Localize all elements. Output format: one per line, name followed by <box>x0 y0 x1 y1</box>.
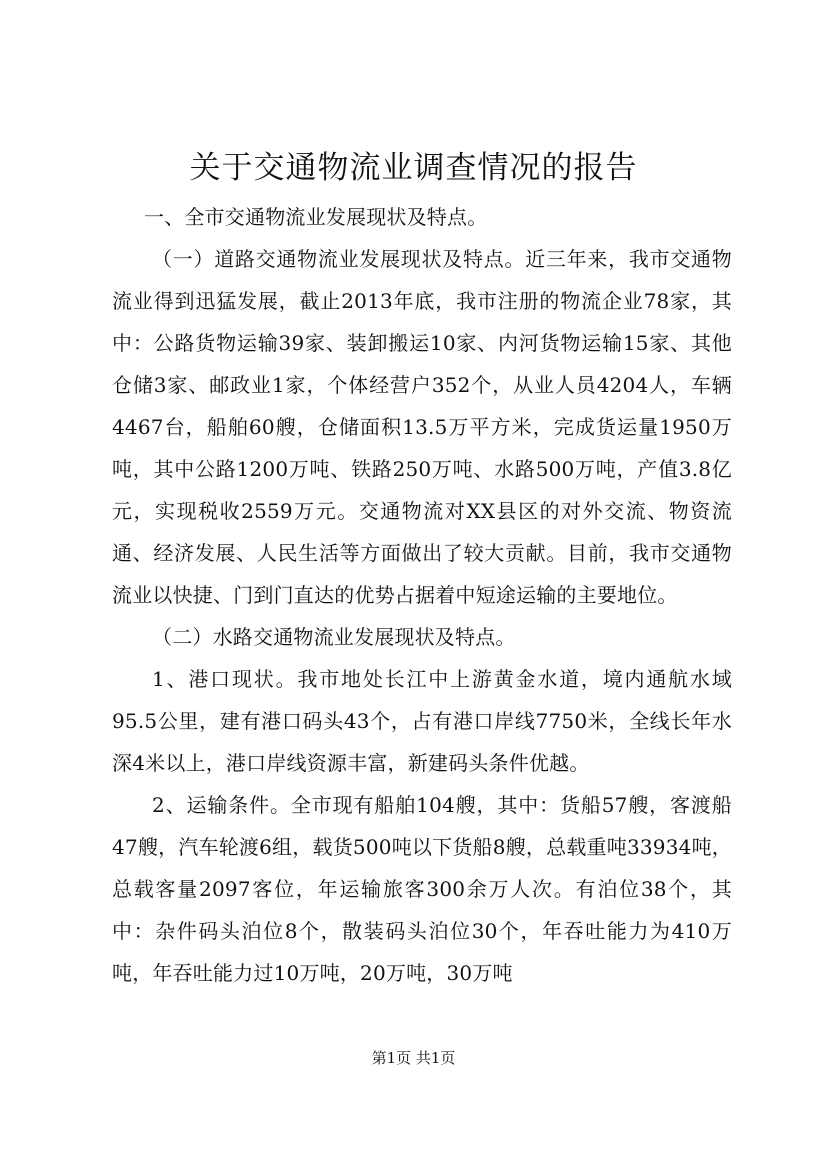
subsection-heading-water: （二）水路交通物流业发展现状及特点。 <box>152 625 516 649</box>
paragraph-transport-conditions: 2、运输条件。全市现有船舶104艘，其中：货船57艘，客渡船47艘，汽车轮渡6组，载货500吨以下货船8艘，总载重吨33934吨，总载客量2097客位，年运输旅客300余万人次。有泊位38个，其中：杂件码头泊位8个，散装码头泊位30个，年吞吐能力为410万吨，年吞吐能力过10万吨，20万吨，30万吨 <box>112 793 732 985</box>
page-footer: 第1页 共1页 <box>371 1049 456 1067</box>
document-body <box>112 196 732 994</box>
paragraph-road-logistics: （一）道路交通物流业发展现状及特点。近三年来，我市交通物流业得到迅猛发展，截止2013年底，我市注册的物流企业78家，其中：公路货物运输39家、装卸搬运10家、内河货物运输15家、其他仓储3家、邮政业1家，个体经营户352个，从业人员4204人，车辆4467台，船舶60艘，仓储面积13.5万平方米，完成货运量1950万吨，其中公路1200万吨、铁路250万吨、水路500万吨，产值3.8亿元，实现税收2559万元。交通物流对XX县区的对外交流、物资流通、经济发展、人民生活等方面做出了较大贡献。目前，我市交通物流业以快捷、门到门直达的优势占据着中短途运输的主要地位。 <box>112 247 732 607</box>
paragraph-port-status: 1、港口现状。我市地处长江中上游黄金水道，境内通航水域95.5公里，建有港口码头43个，占有港口岸线7750米，全线长年水深4米以上，港口岸线资源丰富，新建码头条件优越。 <box>112 667 732 775</box>
section-heading-1: 一、全市交通物流业发展现状及特点。 <box>144 205 488 229</box>
document-title: 关于交通物流业调查情况的报告 <box>189 150 638 186</box>
